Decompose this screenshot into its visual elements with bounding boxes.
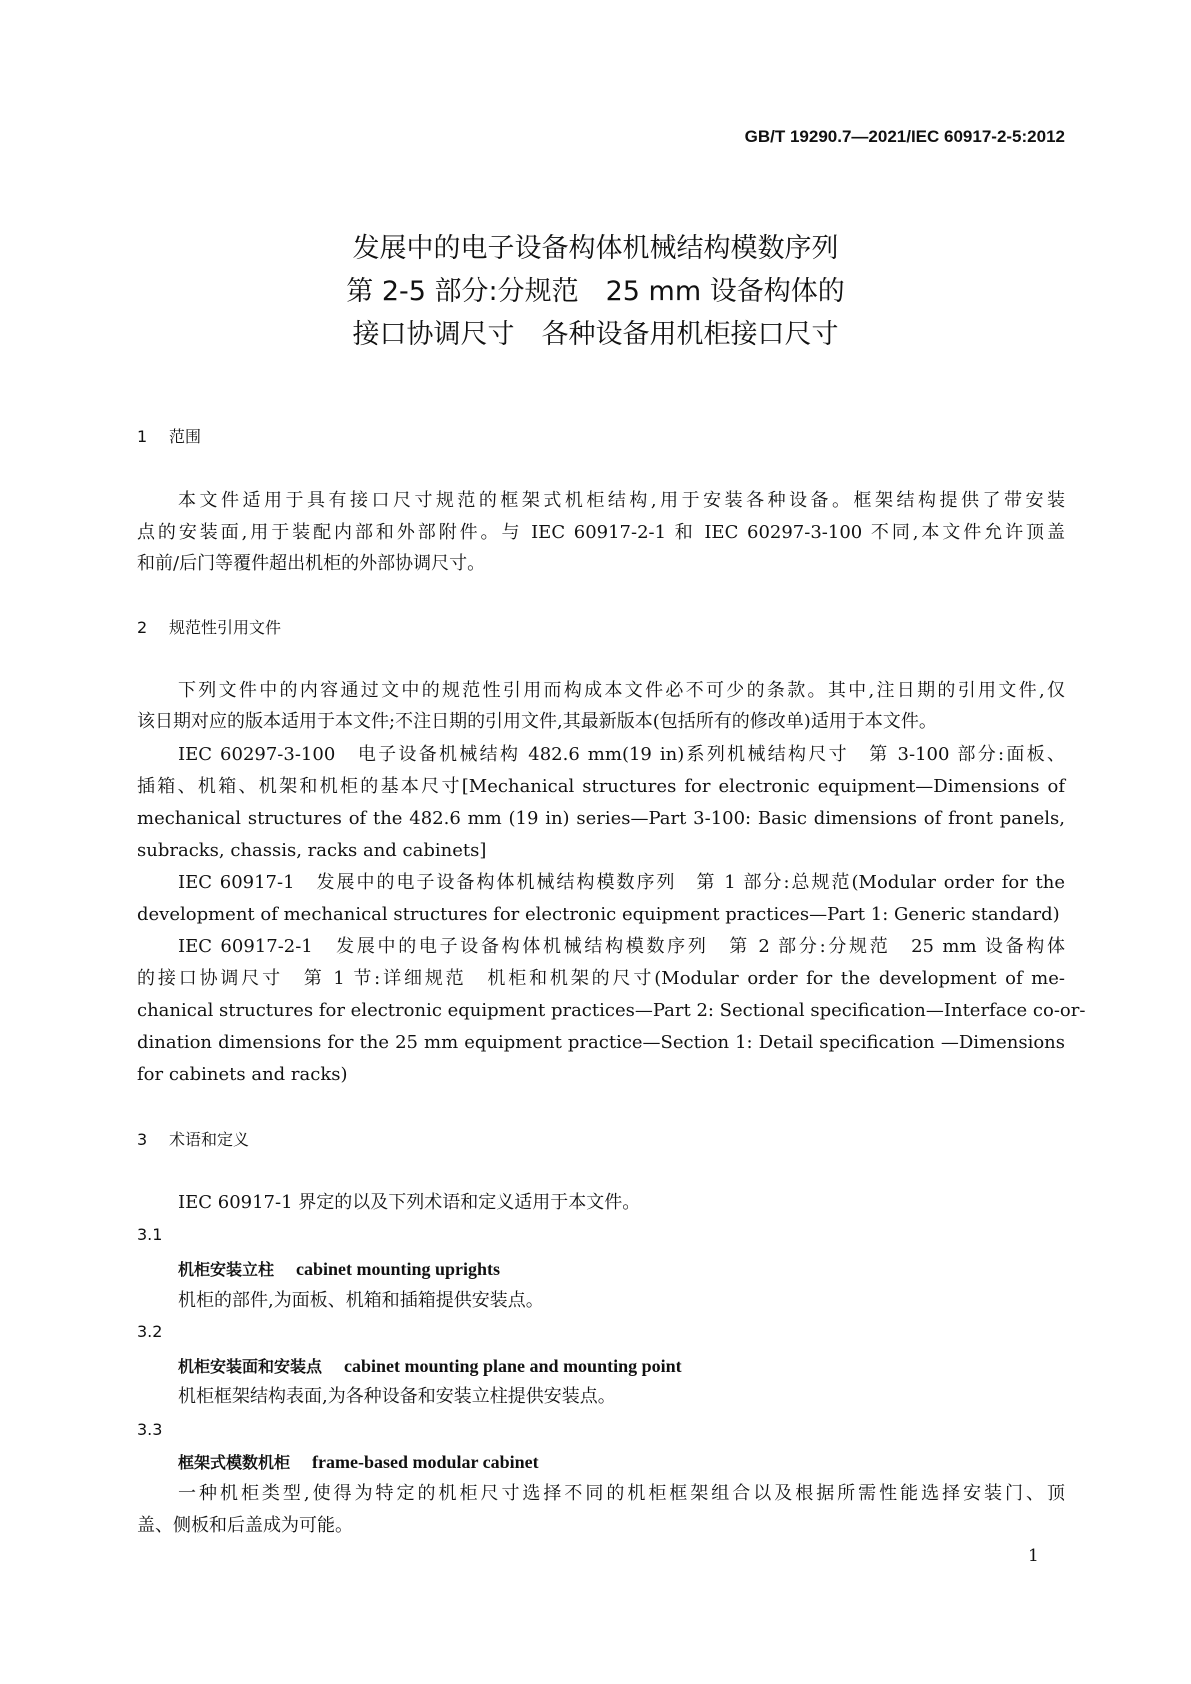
section-title: 范围 bbox=[169, 427, 202, 446]
term-definition: 机柜框架结构表面,为各种设备和安装立柱提供安装点。 bbox=[178, 1386, 616, 1407]
term-definition: 一种机柜类型,使得为特定的机柜尺寸选择不同的机柜框架组合以及根据所需性能选择安装门、顶 bbox=[178, 1483, 1065, 1504]
reference-line: IEC 60917-1 发展中的电子设备构体机械结构模数序列 第 1 部分:总规范(Modular order for the bbox=[178, 872, 1065, 893]
term-zh: 机柜安装面和安装点 bbox=[178, 1357, 323, 1376]
reference-line: chanical structures for electronic equipment practices—Part 2: Sectional specification—Interface co-or- bbox=[137, 1000, 1086, 1021]
section-1-heading bbox=[137, 425, 1065, 449]
reference-line: IEC 60917-2-1 发展中的电子设备构体机械结构模数序列 第 2 部分:分规范 25 mm 设备构体 bbox=[178, 936, 1065, 957]
reference-line: 的接口协调尺寸 第 1 节:详细规范 机柜和机架的尺寸(Modular order for the development of me- bbox=[137, 968, 1065, 989]
term-heading bbox=[178, 1354, 1065, 1379]
document-code-header: GB/T 19290.7—2021/IEC 60917-2-5:2012 bbox=[744, 127, 1065, 146]
paragraph-line: 点的安装面,用于装配内部和外部附件。与 IEC 60917-2-1 和 IEC 60297-3-100 不同,本文件允许顶盖 bbox=[137, 522, 1065, 543]
term-en: frame-based modular cabinet bbox=[312, 1452, 539, 1472]
term-number: 3.2 bbox=[137, 1322, 163, 1341]
reference-line: dination dimensions for the 25 mm equipment practice—Section 1: Detail specification —Dimensions bbox=[137, 1032, 1065, 1053]
title-line-3: 接口协调尺寸 各种设备用机柜接口尺寸 bbox=[352, 319, 839, 350]
section-2-heading bbox=[137, 616, 1065, 640]
section-number: 2 bbox=[137, 618, 148, 637]
term-en: cabinet mounting plane and mounting point bbox=[344, 1356, 682, 1376]
section-title: 术语和定义 bbox=[169, 1130, 250, 1149]
title-line-1: 发展中的电子设备构体机械结构模数序列 bbox=[352, 233, 839, 264]
term-number: 3.3 bbox=[137, 1420, 163, 1439]
term-heading bbox=[178, 1450, 1065, 1475]
term-definition: 盖、侧板和后盖成为可能。 bbox=[137, 1515, 353, 1536]
section-3-heading bbox=[137, 1128, 1065, 1152]
reference-line: mechanical structures of the 482.6 mm (19 in) series—Part 3-100: Basic dimensions of front panels, bbox=[137, 808, 1065, 829]
paragraph-line: 和前/后门等覆件超出机柜的外部协调尺寸。 bbox=[137, 553, 486, 574]
reference-line: for cabinets and racks) bbox=[137, 1064, 348, 1085]
paragraph-line: 本文件适用于具有接口尺寸规范的框架式机柜结构,用于安装各种设备。框架结构提供了带安装 bbox=[178, 490, 1065, 511]
term-number: 3.1 bbox=[137, 1225, 163, 1244]
page-number: 1 bbox=[1028, 1546, 1039, 1566]
term-zh: 机柜安装立柱 bbox=[178, 1260, 275, 1279]
term-heading bbox=[178, 1257, 1065, 1282]
reference-line: development of mechanical structures for electronic equipment practices—Part 1: Generic standard) bbox=[137, 904, 1060, 925]
paragraph-line: IEC 60917-1 界定的以及下列术语和定义适用于本文件。 bbox=[178, 1192, 641, 1213]
term-definition: 机柜的部件,为面板、机箱和插箱提供安装点。 bbox=[178, 1290, 544, 1311]
term-en: cabinet mounting uprights bbox=[296, 1259, 501, 1279]
reference-line: subracks, chassis, racks and cabinets] bbox=[137, 840, 487, 861]
section-number: 1 bbox=[137, 427, 148, 446]
reference-line: IEC 60297-3-100 电子设备机械结构 482.6 mm(19 in)系列机械结构尺寸 第 3-100 部分:面板、 bbox=[178, 744, 1065, 765]
section-title: 规范性引用文件 bbox=[169, 618, 282, 637]
term-zh: 框架式模数机柜 bbox=[178, 1453, 291, 1472]
paragraph-line: 下列文件中的内容通过文中的规范性引用而构成本文件必不可少的条款。其中,注日期的引用文件,仅 bbox=[178, 680, 1065, 701]
title-line-2: 第 2-5 部分:分规范 25 mm 设备构体的 bbox=[346, 276, 845, 307]
section-number: 3 bbox=[137, 1130, 148, 1149]
reference-line: 插箱、机箱、机架和机柜的基本尺寸[Mechanical structures for electronic equipment—Dimensions of bbox=[137, 776, 1065, 797]
paragraph-line: 该日期对应的版本适用于本文件;不注日期的引用文件,其最新版本(包括所有的修改单)适用于本文件。 bbox=[137, 711, 937, 732]
